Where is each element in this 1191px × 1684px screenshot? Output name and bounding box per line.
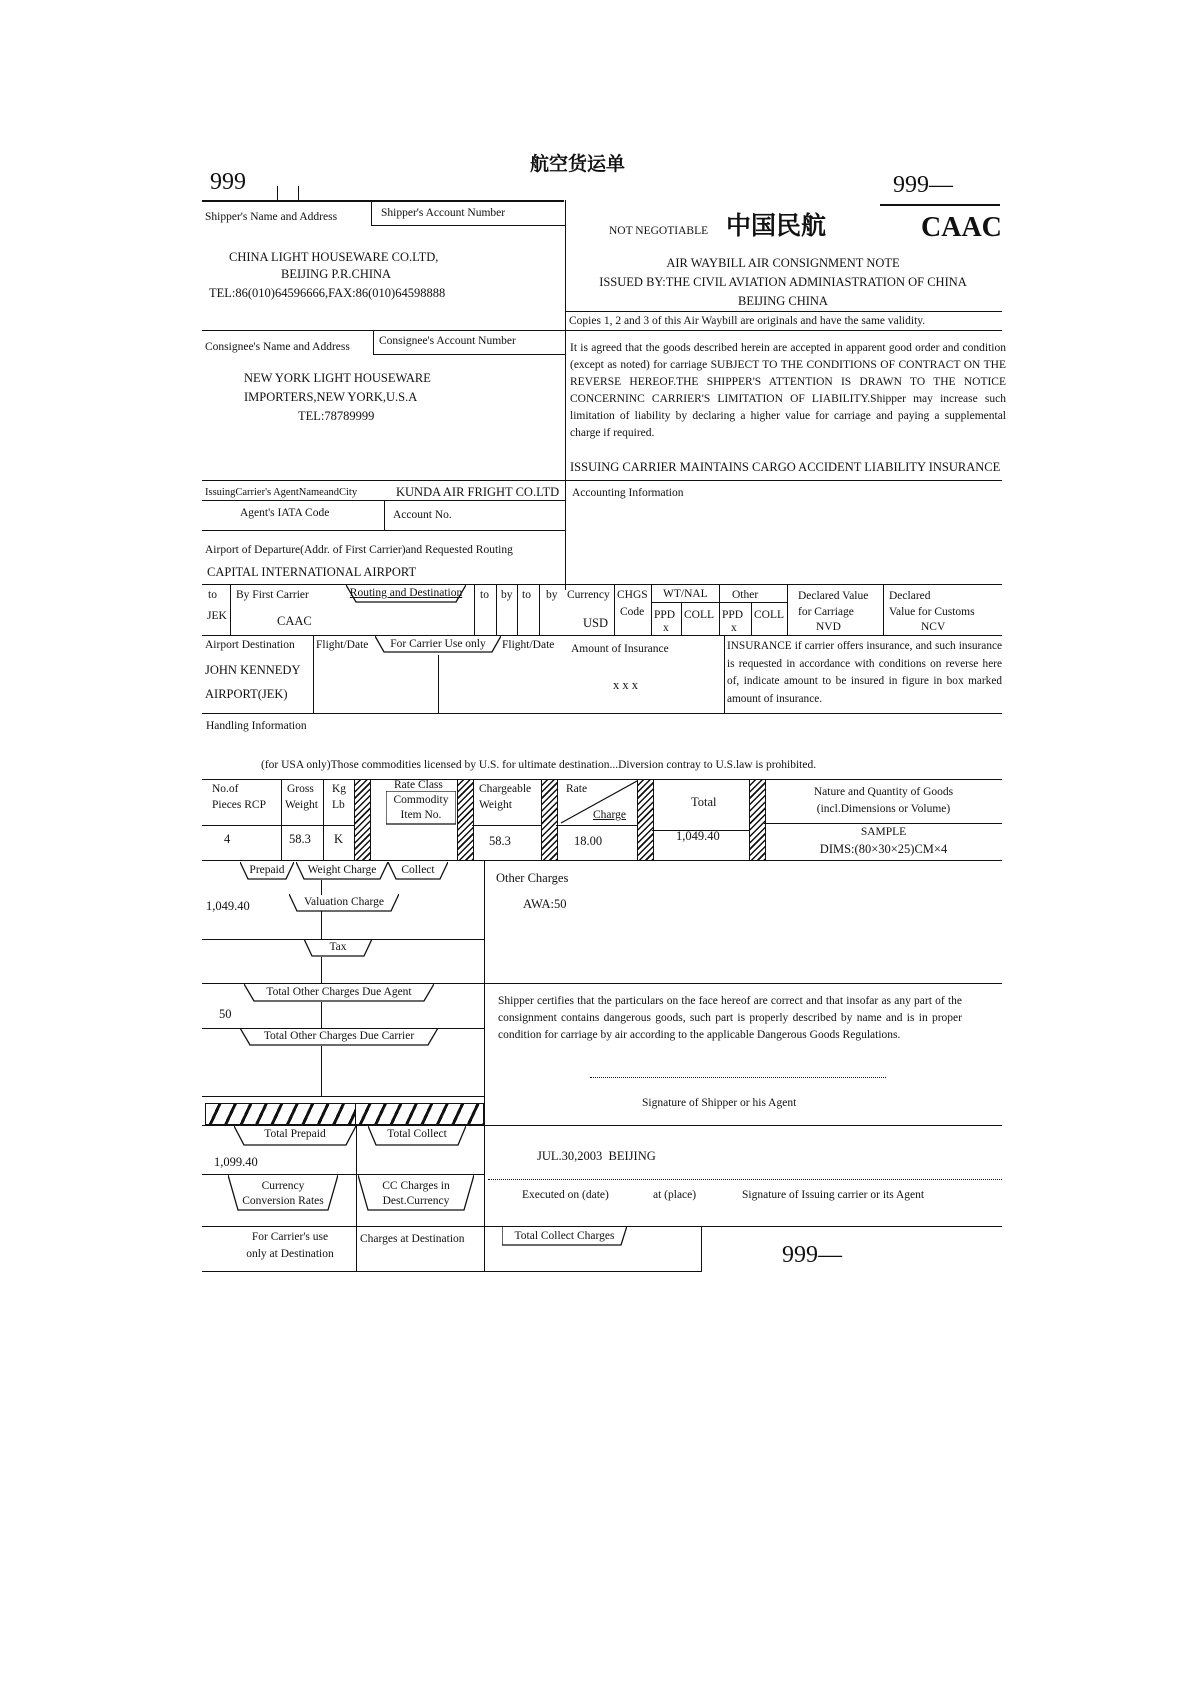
waybill-title-cn: 航空货运单 xyxy=(530,153,626,175)
rate-label: Rate xyxy=(566,783,588,795)
departure-label: Airport of Departure(Addr. of First Carrier)and Requested Routing xyxy=(205,544,513,556)
other-label: Other xyxy=(732,589,759,601)
lb-label: Lb xyxy=(332,799,345,811)
charges-center-2 xyxy=(321,911,322,939)
carrier-use-tab xyxy=(375,636,501,654)
consignee-account-underline xyxy=(373,354,565,355)
footer-bottom-rule xyxy=(202,1271,702,1272)
routing-col-1 xyxy=(230,584,231,635)
to-value: JEK xyxy=(207,610,227,622)
declared-customs-value: NCV xyxy=(921,621,946,633)
total-collect-tab xyxy=(368,1126,466,1144)
other-charges-value: AWA:50 xyxy=(523,897,567,911)
cc-charges-label-1: CC Charges in xyxy=(382,1180,450,1192)
collect-tab xyxy=(388,862,448,880)
prepaid-hatch-bar xyxy=(205,1103,357,1125)
first-carrier-label: By First Carrier xyxy=(236,589,309,601)
total-collect-label: Total Collect xyxy=(387,1128,447,1140)
nature-label-2: (incl.Dimensions or Volume) xyxy=(816,803,951,815)
total-prepaid-tab xyxy=(234,1126,356,1144)
other-coll: COLL xyxy=(754,609,785,621)
caac-cn: 中国民航 xyxy=(726,211,827,240)
consignee-account-divider xyxy=(373,330,374,355)
handling-label: Handling Information xyxy=(206,720,307,732)
chargeable-label-2: Weight xyxy=(479,799,512,811)
section-rule-2 xyxy=(202,480,1002,481)
iata-rule xyxy=(202,530,565,531)
section-rule-1 xyxy=(202,330,1002,331)
gross-weight-value: 58.3 xyxy=(289,832,311,846)
pieces-label-1: No.of xyxy=(212,783,239,795)
pieces-label-2: Pieces RCP xyxy=(212,799,266,811)
prepaid-label: Prepaid xyxy=(249,864,285,876)
insurance-text: INSURANCE if carrier offers insurance, and such insurance is requested in accordance with conditions on reverse here of, indicate amount to be insured in figure in box marked amount of insurance. xyxy=(727,640,1002,705)
goods-header-rule-5 xyxy=(764,823,1002,824)
charges-center-5 xyxy=(321,1046,322,1096)
to3-label: to xyxy=(522,589,531,601)
total-prepaid-label: Total Prepaid xyxy=(264,1128,326,1140)
goods-hatch-5 xyxy=(749,779,766,861)
caac-en: CAAC xyxy=(921,212,1002,243)
chargeable-weight-value: 58.3 xyxy=(489,834,511,848)
due-carrier-bottom-rule xyxy=(202,1096,484,1097)
goods-bottom-rule xyxy=(202,860,1002,861)
consignee-line-1: NEW YORK LIGHT HOUSEWARE xyxy=(244,371,431,385)
other-ppd-mark: x xyxy=(731,622,737,634)
valuation-label: Valuation Charge xyxy=(304,896,384,908)
footer-col-1 xyxy=(356,1226,357,1271)
routing-destination-tab xyxy=(346,585,466,603)
other-ppd: PPD xyxy=(722,609,744,621)
amount-insurance-label: Amount of Insurance xyxy=(571,643,669,655)
due-agent-label: Total Other Charges Due Agent xyxy=(266,986,412,998)
not-negotiable: NOT NEGOTIABLE xyxy=(609,225,709,237)
total-prepaid-value: 1,099.40 xyxy=(214,1155,258,1169)
charges-divider xyxy=(484,860,485,1240)
nature-label-1: Nature and Quantity of Goods xyxy=(813,786,954,798)
by2-label: by xyxy=(501,589,513,601)
due-agent-prepaid: 50 xyxy=(219,1007,232,1021)
waybill-title: AIR WAYBILL AIR CONSIGNMENT NOTE xyxy=(666,256,900,270)
agent-label: IssuingCarrier's AgentNameandCity xyxy=(205,487,358,498)
airport-destination-label: Airport Destination xyxy=(205,639,295,651)
dest-col-1 xyxy=(313,635,314,713)
declared-carriage-label-2: for Carriage xyxy=(798,606,854,618)
execution-dotted-line xyxy=(488,1179,1002,1180)
rate-class-label: Rate Class xyxy=(394,779,443,791)
routing-tab-label: Routing and Destination xyxy=(349,587,463,599)
routing-bottom-rule xyxy=(202,635,1002,636)
wt-ppd: PPD xyxy=(654,609,676,621)
nature-value-2: DIMS:(80×30×25)CM×4 xyxy=(819,842,948,856)
gross-label-2: Weight xyxy=(285,799,318,811)
wt-coll: COLL xyxy=(684,609,715,621)
weight-charge-tab xyxy=(296,862,388,880)
execution-date-place: JUL.30,2003 BEIJING xyxy=(537,1149,656,1163)
routing-col-6 xyxy=(614,584,615,635)
weight-charge-label: Weight Charge xyxy=(307,864,377,876)
cc-charges-tab xyxy=(358,1175,474,1211)
destination-line-2: AIRPORT(JEK) xyxy=(205,687,288,701)
other-rule xyxy=(719,602,787,603)
commodity-label-2: Item No. xyxy=(400,809,442,821)
routing-top-rule xyxy=(202,584,1002,585)
by3-label: by xyxy=(546,589,558,601)
shipper-line-3: TEL:86(010)64596666,FAX:86(010)64598888 xyxy=(209,286,446,300)
carrier-use-label-1: For Carrier's use xyxy=(251,1231,329,1243)
charge-label: Charge xyxy=(593,809,627,821)
carrier-use-label-2: only at Destination xyxy=(246,1248,334,1260)
amount-insurance-value: x x x xyxy=(613,678,638,692)
certification-text: Shipper certifies that the particulars on the face hereof are correct and that insofar as any part of the consignment contains dangerous goods, such part is properly described by name and is in proper condition for carriage by air according to the applicable Dangerous Goods Regulations. xyxy=(498,995,962,1041)
shipper-label: Shipper's Name and Address xyxy=(205,211,338,223)
consignee-label: Consignee's Name and Address xyxy=(205,341,350,353)
prepaid-tab xyxy=(240,862,294,880)
consignee-account-label: Consignee's Account Number xyxy=(379,335,516,347)
code-label: Code xyxy=(620,606,645,618)
header-rule-left xyxy=(202,200,564,202)
weight-charge-prepaid: 1,049.40 xyxy=(206,899,250,913)
charges-center-4 xyxy=(321,1002,322,1028)
charges-dest-label: Charges at Destination xyxy=(360,1233,465,1245)
wtval-rule xyxy=(651,602,719,603)
nature-value-1: SAMPLE xyxy=(860,826,907,838)
due-agent-tab xyxy=(244,984,434,1002)
wtval-label: WT/NAL xyxy=(663,588,708,600)
dest-col-3 xyxy=(724,635,725,713)
accounting-info-label: Accounting Information xyxy=(572,487,684,499)
routing-col-3 xyxy=(496,584,497,635)
total-label: Total xyxy=(691,795,717,809)
routing-col-9 xyxy=(787,584,788,635)
currency-rates-tab xyxy=(228,1175,338,1211)
routing-col-8 xyxy=(719,584,720,635)
routing-col-10 xyxy=(883,584,884,635)
total-value: 1,049.40 xyxy=(676,829,720,843)
collect-hatch-bar xyxy=(355,1103,484,1125)
declared-carriage-value: NVD xyxy=(816,621,841,633)
currency-label: Currency xyxy=(567,589,610,601)
dest-col-2 xyxy=(438,655,439,713)
charges-center-3 xyxy=(321,957,322,983)
goods-hatch-2 xyxy=(457,779,474,861)
insurance-liability-note: ISSUING CARRIER MAINTAINS CARGO ACCIDENT LIABILITY INSURANCE xyxy=(570,460,1001,474)
goods-header-rule-2 xyxy=(472,825,541,826)
goods-hatch-3 xyxy=(541,779,558,861)
goods-hatch-1 xyxy=(354,779,371,861)
valuation-tab xyxy=(289,894,399,912)
wt-ppd-mark: x xyxy=(663,622,669,634)
awb-tick-2 xyxy=(298,186,299,200)
other-split xyxy=(751,602,752,635)
issued-city: BEIJING CHINA xyxy=(738,294,828,308)
footer-col-3 xyxy=(701,1226,702,1271)
destination-line-1: JOHN KENNEDY xyxy=(205,663,301,677)
total-collect-charges-label: Total Collect Charges xyxy=(514,1230,615,1242)
first-carrier: CAAC xyxy=(277,614,312,628)
currency-rates-label-2: Conversion Rates xyxy=(242,1195,324,1207)
footer-awb-prefix: 999— xyxy=(782,1242,842,1268)
to-label: to xyxy=(208,589,217,601)
agent-account-label: Account No. xyxy=(393,509,452,521)
shipper-line-2: BEIJING P.R.CHINA xyxy=(281,267,392,281)
commodity-label-1: Commodity xyxy=(393,794,449,806)
declared-customs-label-1: Declared xyxy=(889,590,931,602)
unit-value: K xyxy=(334,832,344,846)
conditions-text: It is agreed that the goods described herein are accepted in apparent good order and condition (except as noted) for carriage SUBJECT TO THE CONDITIONS OF CONTRACT ON THE REVERSE HEREOF.THE SHIPPER'S ATTENTION IS DRAWN TO THE NOTICE CONCERNINC CARRIER'S LIMITATION OF LIABILITY.Shipper may increase such limitation of liability by declaring a higher value for carriage and paying a supplemental charge if required. xyxy=(570,342,1006,439)
shipper-signature-label: Signature of Shipper or his Agent xyxy=(642,1097,797,1109)
to2-label: to xyxy=(480,589,489,601)
goods-col-2 xyxy=(323,779,324,861)
handling-note: (for USA only)Those commodities licensed by U.S. for ultimate destination...Diversion contray to U.S.law is prohibited. xyxy=(261,759,817,771)
header-rule-right xyxy=(880,204,1000,206)
charges-center-1 xyxy=(321,880,322,895)
pieces-value: 4 xyxy=(224,832,231,846)
goods-col-1 xyxy=(281,779,282,861)
other-charges-label: Other Charges xyxy=(496,871,569,885)
chargeable-label-1: Chargeable xyxy=(479,783,532,795)
total-collect-charges-tab xyxy=(502,1226,627,1244)
flight-date-1: Flight/Date xyxy=(316,639,369,651)
shipper-account-label: Shipper's Account Number xyxy=(381,207,506,219)
collect-label: Collect xyxy=(401,864,435,876)
due-carrier-label: Total Other Charges Due Carrier xyxy=(263,1030,415,1042)
routing-col-4 xyxy=(517,584,518,635)
kg-label: Kg xyxy=(332,783,347,795)
signature-dotted-line xyxy=(590,1077,886,1078)
carrier-use-label: For Carrier Use only xyxy=(390,638,486,650)
goods-hatch-4 xyxy=(637,779,654,861)
awb-prefix-right: 999— xyxy=(893,172,953,198)
iata-divider xyxy=(384,500,385,530)
awb-tick-1 xyxy=(277,186,278,200)
footer-col-2 xyxy=(484,1226,485,1271)
goods-header-rule-3 xyxy=(556,825,637,826)
gross-label-1: Gross xyxy=(287,783,314,795)
declared-customs-label-2: Value for Customs xyxy=(889,606,975,618)
dest-bottom-rule xyxy=(202,713,1002,714)
shipper-line-1: CHINA LIGHT HOUSEWARE CO.LTD, xyxy=(229,250,439,264)
due-carrier-tab xyxy=(240,1028,438,1046)
tax-label: Tax xyxy=(329,941,347,953)
agent-name: KUNDA AIR FRIGHT CO.LTD xyxy=(396,485,560,499)
totals-divider xyxy=(356,1125,357,1237)
issuing-signature-label: Signature of Issuing carrier or its Agent xyxy=(742,1189,925,1201)
cc-charges-label-2: Dest.Currency xyxy=(382,1195,450,1207)
goods-header-rule-1 xyxy=(202,825,354,826)
flight-date-2: Flight/Date xyxy=(502,639,555,651)
place-label: at (place) xyxy=(653,1189,697,1201)
copies-note: Copies 1, 2 and 3 of this Air Waybill are originals and have the same validity. xyxy=(569,315,926,327)
shipper-account-divider xyxy=(371,202,372,226)
commodity-tab xyxy=(386,791,456,825)
copies-top-rule xyxy=(565,311,1002,312)
issued-by: ISSUED BY:THE CIVIL AVIATION ADMINIASTRATION OF CHINA xyxy=(599,275,967,289)
rate-value: 18.00 xyxy=(574,834,603,848)
currency-value: USD xyxy=(583,616,609,630)
departure-airport: CAPITAL INTERNATIONAL AIRPORT xyxy=(207,565,417,579)
declared-carriage-label-1: Declared Value xyxy=(798,590,869,602)
routing-col-2 xyxy=(474,584,475,635)
awb-prefix-left: 999 xyxy=(210,169,246,195)
wtval-split xyxy=(681,602,682,635)
shipper-account-underline xyxy=(371,225,565,226)
routing-col-5 xyxy=(539,584,540,635)
consignee-line-2: IMPORTERS,NEW YORK,U.S.A xyxy=(244,390,418,404)
currency-rates-label-1: Currency xyxy=(261,1180,305,1192)
consignee-line-3: TEL:78789999 xyxy=(298,409,375,423)
iata-code-label: Agent's IATA Code xyxy=(240,507,330,519)
chgs-label: CHGS xyxy=(617,589,648,601)
routing-col-7 xyxy=(651,584,652,635)
executed-on-label: Executed on (date) xyxy=(522,1189,609,1201)
tax-tab xyxy=(304,939,372,957)
